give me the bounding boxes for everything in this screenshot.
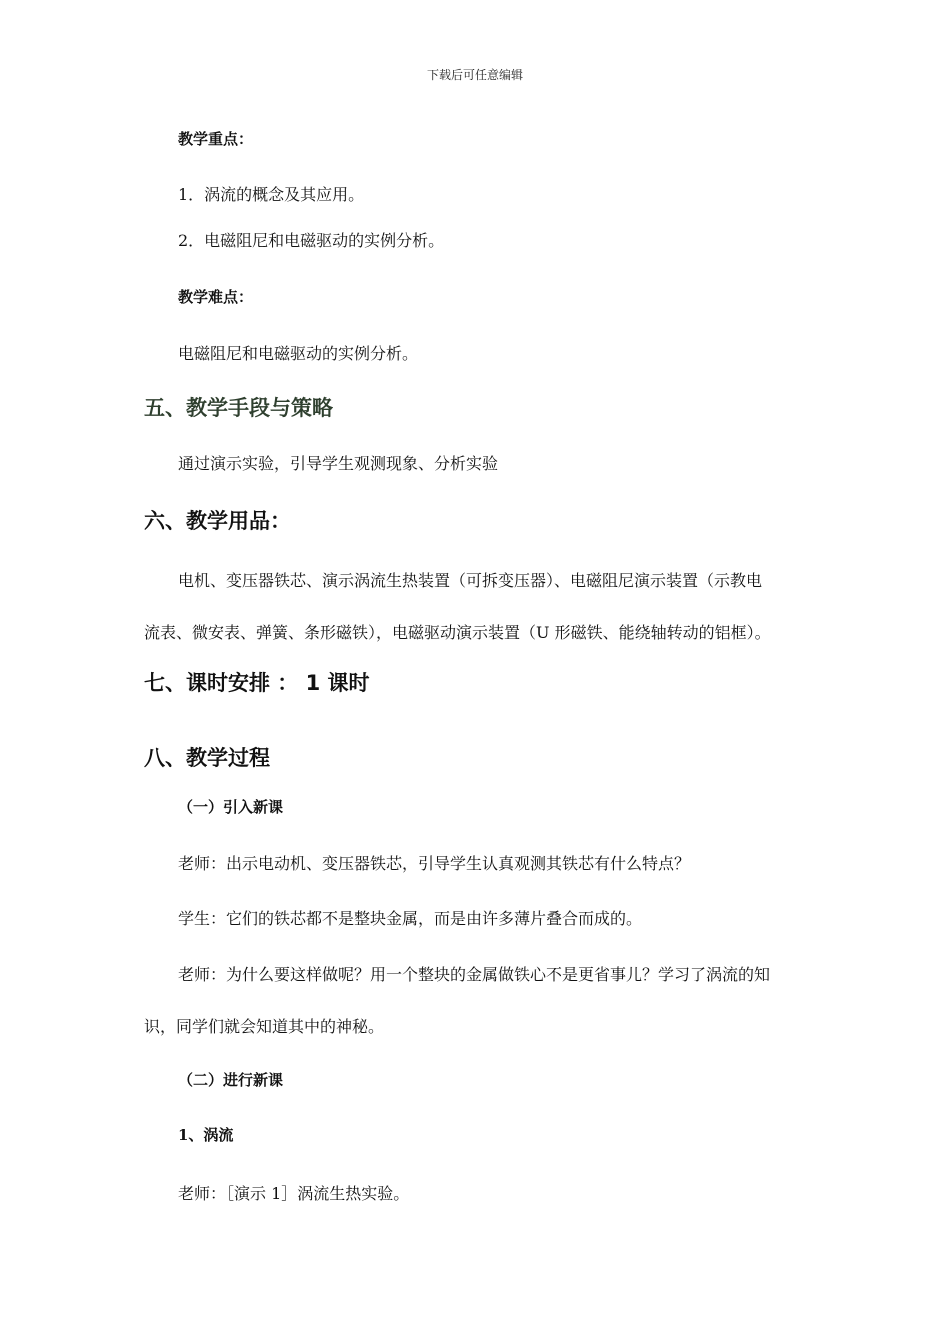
page-header: 下载后可任意编辑 bbox=[426, 68, 523, 82]
dialog-paragraph: 老师：出示电动机、变压器铁芯，引导学生认真观测其铁芯有什么特点？ bbox=[178, 854, 691, 873]
section-8-heading: 八、教学过程 bbox=[144, 746, 270, 770]
dialog-paragraph: 老师：为什么要这样做呢？用一个整块的金属做铁心不是更省事儿？学习了涡流的知 bbox=[178, 965, 771, 984]
dialog-paragraph: 识，同学们就会知道其中的神秘。 bbox=[144, 1017, 385, 1036]
difficulty-title: 教学难点： bbox=[178, 288, 254, 306]
section-5-heading: 五、教学手段与策略 bbox=[144, 396, 333, 420]
section-7-heading: 七、课时安排 ： 1 课时 bbox=[144, 671, 370, 695]
key-point-item: 1．涡流的概念及其应用。 bbox=[178, 185, 365, 204]
section-6-heading: 六、教学用品： bbox=[144, 509, 291, 533]
section-5-text: 通过演示实验，引导学生观测现象、分析实验 bbox=[178, 454, 499, 473]
section-6-line: 电机、变压器铁芯、演示涡流生热装置（可拆变压器）、电磁阻尼演示装置（示教电 bbox=[178, 571, 763, 590]
key-points-title: 教学重点： bbox=[178, 130, 254, 148]
key-point-item: 2．电磁阻尼和电磁驱动的实例分析。 bbox=[178, 231, 445, 250]
dialog-paragraph: 学生：它们的铁芯都不是整块金属，而是由许多薄片叠合而成的。 bbox=[178, 909, 643, 928]
part-2-title: （二）进行新课 bbox=[178, 1071, 284, 1089]
part-1-title: （一）引入新课 bbox=[178, 798, 284, 816]
section-6-line: 流表、微安表、弹簧、条形磁铁），电磁驱动演示装置（U 形磁铁、能绕轴转动的铝框）。 bbox=[144, 623, 771, 642]
dialog-paragraph: 老师：［演示 1］涡流生热实验。 bbox=[178, 1184, 410, 1203]
difficulty-text: 电磁阻尼和电磁驱动的实例分析。 bbox=[178, 344, 419, 363]
subsection-title: 1、涡流 bbox=[178, 1126, 234, 1144]
